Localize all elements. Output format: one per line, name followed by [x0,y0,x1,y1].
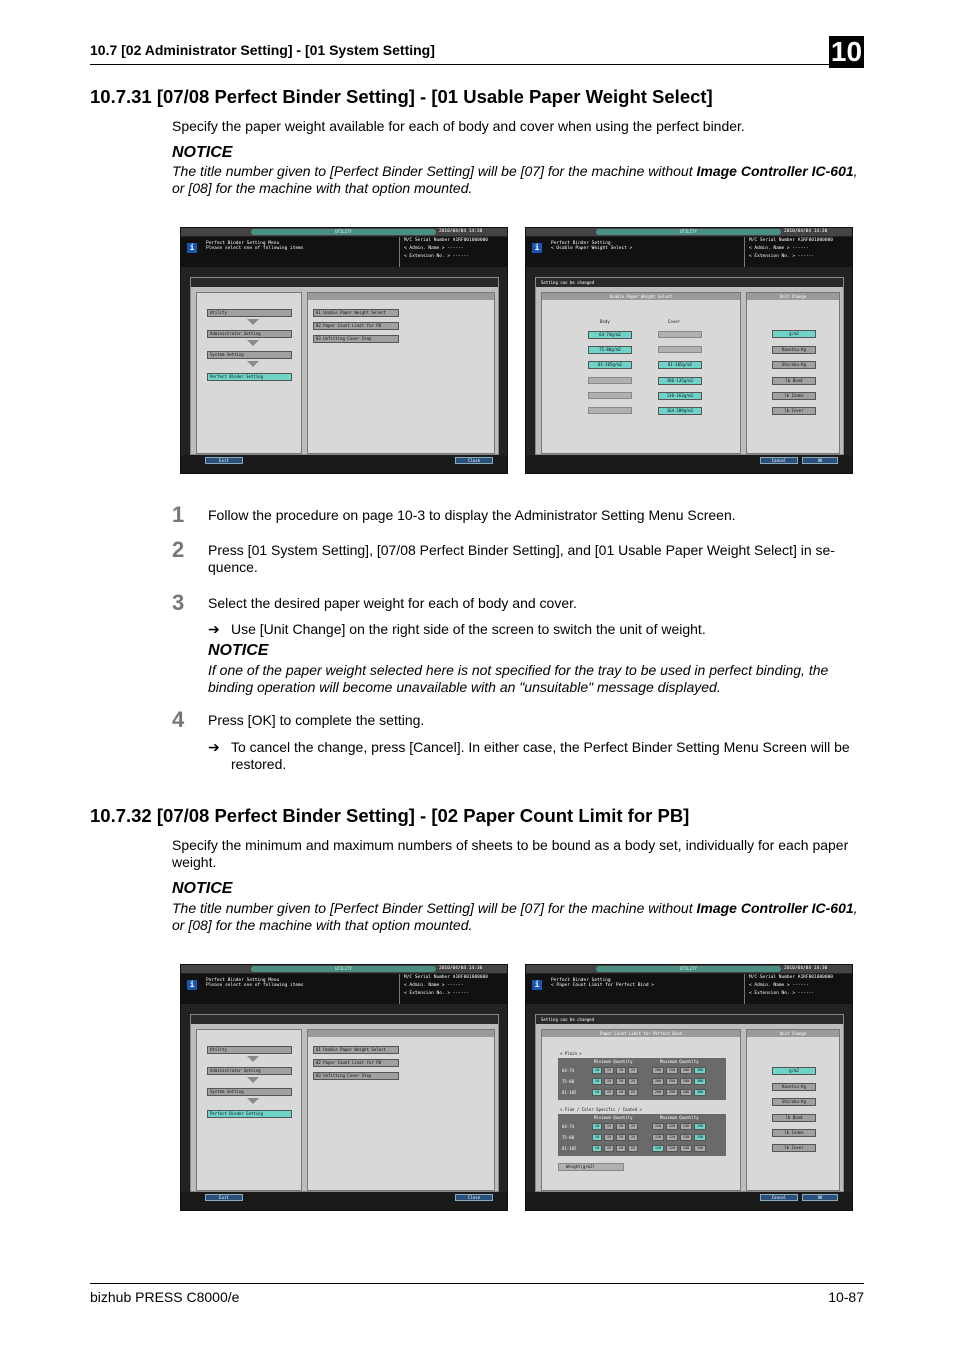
unit-gsm[interactable]: g/m2 [772,1067,816,1075]
count-cell[interactable]: 25 [628,1134,638,1141]
count-cell[interactable]: 25 [628,1145,638,1152]
unit-lb-cover[interactable]: lb Cover [772,1144,816,1152]
count-cell[interactable]: 300 [694,1078,706,1085]
unit-shiroku[interactable]: Shiroku-Kg [772,361,816,369]
step-text: Follow the procedure on page 10-3 to display the Administrator Setting Menu Screen. [208,507,736,523]
section-32-intro: Specify the minimum and maximum numbers of sheets to be bound as a body set, individually for each paper weight. [172,837,849,870]
chapter-badge: 10 [830,36,863,67]
count-cell[interactable]: 110 [652,1134,664,1141]
count-cell[interactable]: 15 [604,1078,614,1085]
nav-admin[interactable]: Administrator Setting [207,1067,292,1075]
step-sub: To cancel the change, press [Cancel]. In either case, the Perfect Binder Setting Menu Screen will be restored. [231,739,850,772]
count-cell[interactable]: 20 [616,1134,626,1141]
screenshot-binder-menu-2: UTILITY 2010/04/04 14:30 i Perfect Binder Setting Menu Please select one of following items M/C Serial Number A1RF001000000 < Admin. Name > ------ < Extension No. > ------ Utility Administrator Setting System Setting Perfect Binder Setting 01 Usable Paper Weight Select 02 Paper Count Limit for PB 03 Unfitting Cover Stop Exit Close [180,964,508,1211]
count-cell[interactable]: 20 [616,1145,626,1152]
running-header: 10.7 [02 Administrator Setting] - [01 System Setting] [90,42,435,58]
count-cell[interactable]: 15 [604,1123,614,1130]
cover-weight-2[interactable]: 106-135g/m2 [658,377,702,385]
ok-button[interactable]: OK [802,457,838,464]
section-31-intro: Specify the paper weight available for each of body and cover when using the perfect binder. [172,118,745,134]
count-cell[interactable]: 15 [604,1067,614,1074]
count-cell[interactable]: 200 [652,1067,664,1074]
body-weight-3[interactable]: 81-105g/m2 [588,361,632,369]
cancel-button[interactable]: Cancel [760,457,798,464]
item-3[interactable]: 03 Unfitting Cover Stop [313,1072,399,1080]
count-cell[interactable]: 250 [666,1067,678,1074]
step-text: Press [OK] to complete the setting. [208,712,425,728]
body-weight-1[interactable]: 64-74g/m2 [588,331,632,339]
screenshot-usable-weight: UTILITY 2010/04/04 14:30 i Perfect Binder Setting < Usable Paper Weight Select > M/C Serial Number A1RF001000000 < Admin. Name > ------ < Extension No. > ------ Setting can be changed Usable Paper Weight Select Body Cover 64-74g/m2 75-80g/m2 81-105g/m2 81-105g/m2 106-135g/m2 136-163g/m2 164-209g/m2 Unit Change g/m2 Kasetsu-Kg Shiroku-Kg lb Bond lb Index lb Cover Cancel OK [525,227,853,474]
count-cell[interactable]: 25 [628,1123,638,1130]
notice-label: NOTICE [172,880,233,897]
step-number: 4 [172,707,185,732]
count-cell[interactable]: 10 [592,1123,602,1130]
item-2[interactable]: 02 Paper Count Limit for PB [313,1059,399,1067]
count-cell[interactable]: 10 [592,1134,602,1141]
unit-lb-index[interactable]: lb Index [772,392,816,400]
weight-row-label: 81-105 [562,1146,577,1151]
section-title-31: 10.7.31 [07/08 Perfect Binder Setting] - [01 Usable Paper Weight Select] [90,86,713,107]
step-number: 3 [172,590,185,615]
exit-button[interactable]: Exit [205,1194,243,1201]
section-title-32: 10.7.32 [07/08 Perfect Binder Setting] - [02 Paper Count Limit for PB] [90,805,690,826]
close-button[interactable]: Close [455,457,493,464]
count-cell[interactable]: 300 [694,1089,706,1096]
weight-row-label: 64-74 [562,1068,575,1073]
count-cell[interactable]: 200 [652,1089,664,1096]
screenshot-binder-menu: UTILITY 2010/04/04 14:30 i Perfect Binder Setting Menu Please select one of following items M/C Serial Number A1RF001000000 < Admin. Name > ------ < Extension No. > ------ Utility Administrator Setting System Setting Perfect Binder Setting 01 Usable Paper Weight Select 02 Paper Count Limit for PB 03 Unfitting Cover Stop Exit Close [180,227,508,474]
nav-utility[interactable]: Utility [207,1046,292,1054]
nav-system[interactable]: System Setting [207,1088,292,1096]
count-cell[interactable]: 250 [666,1078,678,1085]
count-cell[interactable]: 10 [592,1067,602,1074]
count-cell[interactable]: 280 [680,1067,692,1074]
step-sub: Use [Unit Change] on the right side of the screen to switch the unit of weight. [231,621,706,637]
cover-weight-1[interactable]: 81-105g/m2 [658,361,702,369]
info-icon: i [532,980,542,990]
weight-row-label: 75-80 [562,1079,575,1084]
unit-lb-cover[interactable]: lb Cover [772,407,816,415]
count-cell[interactable]: 10 [592,1078,602,1085]
count-cell[interactable]: 150 [694,1145,706,1152]
notice-text: The title number given to [Perfect Binder Setting] will be [07] for the machine without Image Controller IC-601, or [08] for the machine with that option mounted. [172,900,858,933]
count-cell[interactable]: 130 [680,1134,692,1141]
nav-utility[interactable]: Utility [207,309,292,317]
count-cell[interactable]: 15 [604,1134,614,1141]
count-cell[interactable]: 120 [666,1145,678,1152]
count-cell[interactable]: 300 [694,1067,706,1074]
count-cell[interactable]: 150 [694,1134,706,1141]
footer-product: bizhub PRESS C8000/e [90,1289,240,1305]
count-cell[interactable]: 130 [680,1145,692,1152]
count-cell[interactable]: 110 [652,1145,664,1152]
info-icon: i [187,980,197,990]
unit-kasetsu[interactable]: Kasetsu-Kg [772,1083,816,1091]
step-text: Select the desired paper weight for each of body and cover. [208,595,577,611]
item-1[interactable]: 01 Usable Paper Weight Select [313,309,399,317]
step-text: Press [01 System Setting], [07/08 Perfect Binder Setting], and [01 Usable Paper Weight Select] in se-quence. [208,542,835,575]
footer-rule [90,1283,864,1284]
grid-header: Minimum Quantity [594,1059,633,1064]
cover-weight-3[interactable]: 136-163g/m2 [658,392,702,400]
count-cell[interactable]: 150 [694,1123,706,1130]
count-cell[interactable]: 20 [616,1067,626,1074]
unit-kasetsu[interactable]: Kasetsu-Kg [772,346,816,354]
count-cell[interactable]: 130 [680,1123,692,1130]
weight-row-label: 81-105 [562,1090,577,1095]
count-cell[interactable]: 110 [652,1123,664,1130]
notice-label: NOTICE [172,144,233,161]
unit-lb-index[interactable]: lb Index [772,1129,816,1137]
arrow-icon: ➔ [208,739,220,755]
close-button[interactable]: Close [455,1194,493,1201]
nav-binder[interactable]: Perfect Binder Setting [207,1110,292,1118]
nav-admin[interactable]: Administrator Setting [207,330,292,338]
grid-header: Minimum Quantity [594,1115,633,1120]
ok-button[interactable]: OK [802,1194,838,1201]
body-weight-2[interactable]: 75-80g/m2 [588,346,632,354]
count-cell[interactable]: 20 [616,1089,626,1096]
notice-text: The title number given to [Perfect Binder Setting] will be [07] for the machine without Image Controller IC-601, or [08] for the machine with that option mounted. [172,163,858,196]
info-icon: i [532,243,542,253]
step-number: 2 [172,537,185,562]
cancel-button[interactable]: Cancel [760,1194,798,1201]
unit-lb-bond[interactable]: lb Bond [772,1114,816,1122]
count-cell[interactable]: 25 [628,1078,638,1085]
unit-shiroku[interactable]: Shiroku-Kg [772,1098,816,1106]
notice-text: If one of the paper weight selected here is not specified for the tray to be used in perfect binding, the binding operation will become unavailable with an "unsuitable" message displayed. [208,662,829,695]
count-cell[interactable]: 15 [604,1089,614,1096]
count-cell[interactable]: 280 [680,1089,692,1096]
step-number: 1 [172,502,185,527]
grid-header: Maximum Quantity [660,1115,699,1120]
weight-row-label: 64-74 [562,1124,575,1129]
unit-gsm[interactable]: g/m2 [772,330,816,338]
item-1[interactable]: 01 Usable Paper Weight Select [313,1046,399,1054]
count-cell[interactable]: 120 [666,1123,678,1130]
count-cell[interactable]: 20 [616,1078,626,1085]
info-icon: i [187,243,197,253]
grid-header: Maximum Quantity [660,1059,699,1064]
cover-weight-4[interactable]: 164-209g/m2 [658,407,702,415]
item-3[interactable]: 03 Unfitting Cover Stop [313,335,399,343]
header-rule [90,64,864,65]
count-cell[interactable]: 250 [666,1089,678,1096]
count-cell[interactable]: 20 [616,1123,626,1130]
nav-system[interactable]: System Setting [207,351,292,359]
count-cell[interactable]: 25 [628,1067,638,1074]
count-cell[interactable]: 280 [680,1078,692,1085]
exit-button[interactable]: Exit [205,457,243,464]
weight-row-label: 75-80 [562,1135,575,1140]
arrow-icon: ➔ [208,621,220,637]
footer-page-number: 10-87 [828,1289,864,1305]
count-cell[interactable]: 200 [652,1078,664,1085]
item-2[interactable]: 02 Paper Count Limit for PB [313,322,399,330]
unit-lb-bond[interactable]: lb Bond [772,377,816,385]
nav-binder[interactable]: Perfect Binder Setting [207,373,292,381]
count-cell[interactable]: 10 [592,1089,602,1096]
count-cell[interactable]: 120 [666,1134,678,1141]
count-cell[interactable]: 25 [628,1089,638,1096]
count-cell[interactable]: 10 [592,1145,602,1152]
notice-label: NOTICE [208,642,269,659]
count-cell[interactable]: 15 [604,1145,614,1152]
screenshot-paper-count: UTILITY 2010/04/04 14:30 i Perfect Binder Setting < Paper Count Limit for Perfect Bind > M/C Serial Number A1RF001000000 < Admin. Name > ------ < Extension No. > ------ Setting can be changed Paper Count Limit for Perfect Bind < Plain > < Fine / Color Specific / Coated > Minimum Quantity Maximum Quantity 64-74 10 15 20 25 200 250 280 300 75-80 10 15 20 25 200 250 280 300 81-105 10 15 20 25 200 250 280 300 Minimum Quantity Maximum Quantity 64-74 10 15 20 25 110 120 130 150 75-80 10 15 20 25 110 120 130 150 81-105 10 15 20 25 110 120 130 150 Weight(g/m2) Unit Change g/m2 Kasetsu-Kg Shiroku-Kg lb Bond lb Index lb Cover Cancel OK [525,964,853,1211]
